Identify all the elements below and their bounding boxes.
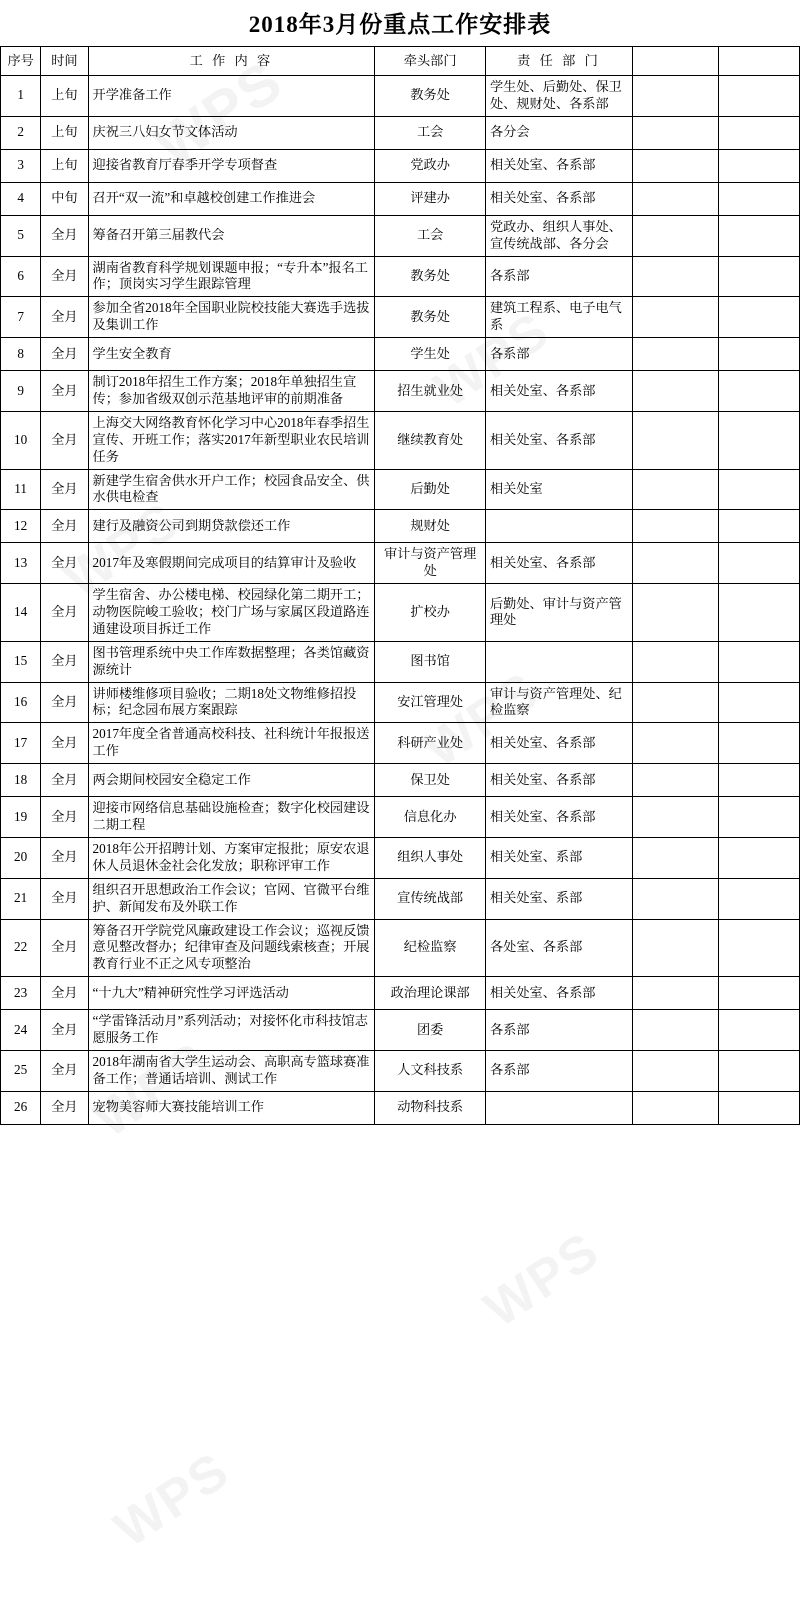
cell-extra-1 [632,116,719,149]
cell-work-content: 学生安全教育 [88,338,375,371]
table-header [1,47,800,76]
cell-time: 全月 [41,977,88,1010]
col-header-responsible: 责 任 部 门 [486,47,633,76]
cell-lead-department: 人文科技系 [375,1050,486,1091]
cell-extra-2 [719,1050,800,1091]
table-row [1,797,800,838]
cell-lead-department: 教务处 [375,256,486,297]
cell-work-content: 庆祝三八妇女节文体活动 [88,116,375,149]
cell-work-content: 迎接省教育厅春季开学专项督查 [88,149,375,182]
cell-responsible-department [486,1091,633,1124]
cell-seq: 9 [1,371,41,412]
cell-lead-department: 评建办 [375,182,486,215]
table-row [1,510,800,543]
cell-time: 全月 [41,256,88,297]
cell-seq: 5 [1,215,41,256]
table-row [1,215,800,256]
cell-extra-1 [632,411,719,469]
cell-responsible-department: 相关处室、系部 [486,837,633,878]
table-header-row [1,47,800,76]
cell-extra-1 [632,837,719,878]
cell-work-content: 开学准备工作 [88,76,375,117]
cell-seq: 20 [1,837,41,878]
cell-extra-1 [632,1010,719,1051]
cell-extra-2 [719,411,800,469]
cell-time: 全月 [41,764,88,797]
cell-extra-2 [719,682,800,723]
cell-extra-2 [719,510,800,543]
cell-extra-2 [719,543,800,584]
cell-time: 上旬 [41,76,88,117]
cell-lead-department: 安江管理处 [375,682,486,723]
cell-time: 全月 [41,297,88,338]
cell-responsible-department: 相关处室、系部 [486,878,633,919]
cell-seq: 6 [1,256,41,297]
cell-work-content: 宠物美容师大赛技能培训工作 [88,1091,375,1124]
cell-extra-2 [719,338,800,371]
cell-seq: 8 [1,338,41,371]
cell-work-content: 筹备召开学院党风廉政建设工作会议；巡视反馈意见整改督办；纪律审查及问题线索核查；开展教育行业不正之风专项整治 [88,919,375,977]
cell-seq: 3 [1,149,41,182]
cell-extra-1 [632,338,719,371]
col-header-lead: 牵头部门 [375,47,486,76]
cell-extra-2 [719,76,800,117]
cell-extra-1 [632,919,719,977]
table-row [1,256,800,297]
cell-extra-2 [719,371,800,412]
cell-seq: 26 [1,1091,41,1124]
cell-work-content: 筹备召开第三届教代会 [88,215,375,256]
cell-seq: 19 [1,797,41,838]
cell-time: 全月 [41,338,88,371]
cell-responsible-department: 相关处室、各系部 [486,149,633,182]
cell-lead-department: 学生处 [375,338,486,371]
cell-seq: 4 [1,182,41,215]
cell-seq: 21 [1,878,41,919]
cell-responsible-department: 各系部 [486,1010,633,1051]
cell-work-content: 参加全省2018年全国职业院校技能大赛选手选拔及集训工作 [88,297,375,338]
cell-lead-department: 教务处 [375,76,486,117]
cell-seq: 12 [1,510,41,543]
cell-extra-1 [632,76,719,117]
watermark-text [104,1440,241,1559]
cell-responsible-department: 审计与资产管理处、纪检监察 [486,682,633,723]
cell-lead-department: 招生就业处 [375,371,486,412]
table-row [1,116,800,149]
cell-time: 全月 [41,641,88,682]
cell-responsible-department: 各系部 [486,256,633,297]
cell-extra-2 [719,215,800,256]
cell-work-content: 建行及融资公司到期贷款偿还工作 [88,510,375,543]
cell-seq: 2 [1,116,41,149]
cell-work-content: 2018年湖南省大学生运动会、高职高专篮球赛准备工作；普通话培训、测试工作 [88,1050,375,1091]
cell-extra-2 [719,256,800,297]
cell-seq: 16 [1,682,41,723]
table-row [1,411,800,469]
table-row [1,76,800,117]
cell-seq: 11 [1,469,41,510]
cell-time: 全月 [41,411,88,469]
cell-responsible-department: 相关处室、各系部 [486,371,633,412]
cell-time: 全月 [41,584,88,642]
cell-responsible-department: 各系部 [486,1050,633,1091]
cell-extra-1 [632,764,719,797]
cell-responsible-department: 后勤处、审计与资产管理处 [486,584,633,642]
cell-extra-2 [719,723,800,764]
table-row [1,371,800,412]
table-row [1,641,800,682]
cell-extra-2 [719,469,800,510]
table-row [1,1091,800,1124]
cell-work-content: 制订2018年招生工作方案；2018年单独招生宣传；参加省级双创示范基地评审的前期准备 [88,371,375,412]
cell-extra-1 [632,371,719,412]
cell-lead-department: 纪检监察 [375,919,486,977]
cell-responsible-department [486,641,633,682]
cell-extra-1 [632,469,719,510]
cell-time: 全月 [41,215,88,256]
cell-responsible-department: 各分会 [486,116,633,149]
cell-seq: 7 [1,297,41,338]
col-header-extra-1 [632,47,719,76]
cell-extra-1 [632,977,719,1010]
cell-seq: 25 [1,1050,41,1091]
cell-lead-department: 工会 [375,215,486,256]
cell-responsible-department: 相关处室、各系部 [486,977,633,1010]
cell-work-content: “十九大”精神研究性学习评选活动 [88,977,375,1010]
table-row [1,543,800,584]
cell-seq: 22 [1,919,41,977]
cell-time: 全月 [41,1010,88,1051]
table-row [1,837,800,878]
cell-lead-department: 宣传统战部 [375,878,486,919]
table-row [1,764,800,797]
cell-work-content: 2017年度全省普通高校科技、社科统计年报报送工作 [88,723,375,764]
cell-work-content: 湖南省教育科学规划课题申报；“专升本”报名工作；顶岗实习学生跟踪管理 [88,256,375,297]
cell-extra-1 [632,149,719,182]
table-row [1,338,800,371]
cell-seq: 15 [1,641,41,682]
cell-extra-2 [719,297,800,338]
cell-responsible-department: 相关处室、各系部 [486,797,633,838]
cell-extra-2 [719,149,800,182]
cell-extra-1 [632,682,719,723]
cell-work-content: 2018年公开招聘计划、方案审定报批；原安农退休人员退休金社会化发放；职称评审工作 [88,837,375,878]
cell-extra-2 [719,764,800,797]
cell-extra-1 [632,641,719,682]
cell-lead-department: 团委 [375,1010,486,1051]
cell-lead-department: 继续教育处 [375,411,486,469]
cell-work-content: 上海交大网络教育怀化学习中心2018年春季招生宣传、开班工作；落实2017年新型职业农民培训任务 [88,411,375,469]
cell-seq: 18 [1,764,41,797]
cell-time: 全月 [41,510,88,543]
table-row [1,1050,800,1091]
cell-seq: 23 [1,977,41,1010]
cell-extra-1 [632,723,719,764]
cell-time: 全月 [41,1050,88,1091]
cell-seq: 1 [1,76,41,117]
cell-lead-department: 后勤处 [375,469,486,510]
cell-lead-department: 党政办 [375,149,486,182]
cell-work-content: 迎接市网络信息基础设施检查；数字化校园建设二期工程 [88,797,375,838]
cell-lead-department: 保卫处 [375,764,486,797]
cell-extra-2 [719,641,800,682]
cell-extra-2 [719,1091,800,1124]
cell-extra-2 [719,977,800,1010]
table-row [1,469,800,510]
table-row [1,919,800,977]
cell-work-content: 组织召开思想政治工作会议；官网、官微平台维护、新闻发布及外联工作 [88,878,375,919]
cell-time: 全月 [41,682,88,723]
cell-responsible-department: 各系部 [486,338,633,371]
cell-lead-department: 科研产业处 [375,723,486,764]
cell-lead-department: 教务处 [375,297,486,338]
cell-work-content: 讲师楼维修项目验收；二期18处文物维修招投标；纪念园布展方案跟踪 [88,682,375,723]
cell-extra-2 [719,878,800,919]
work-schedule-table [0,46,800,1125]
cell-lead-department: 扩校办 [375,584,486,642]
cell-time: 全月 [41,723,88,764]
col-header-seq: 序号 [1,47,41,76]
cell-time: 全月 [41,878,88,919]
cell-work-content: “学雷锋活动月”系列活动；对接怀化市科技馆志愿服务工作 [88,1010,375,1051]
cell-extra-1 [632,878,719,919]
cell-extra-2 [719,837,800,878]
cell-responsible-department: 相关处室、各系部 [486,764,633,797]
cell-responsible-department: 相关处室、各系部 [486,182,633,215]
cell-time: 中旬 [41,182,88,215]
cell-extra-1 [632,510,719,543]
table-row [1,977,800,1010]
cell-lead-department: 政治理论课部 [375,977,486,1010]
cell-time: 全月 [41,837,88,878]
cell-responsible-department: 学生处、后勤处、保卫处、规财处、各系部 [486,76,633,117]
cell-work-content: 新建学生宿舍供水开户工作；校园食品安全、供水供电检查 [88,469,375,510]
table-row [1,297,800,338]
cell-time: 全月 [41,469,88,510]
table-body [1,76,800,1125]
cell-time: 全月 [41,1091,88,1124]
cell-seq: 17 [1,723,41,764]
cell-responsible-department: 相关处室 [486,469,633,510]
cell-lead-department: 信息化办 [375,797,486,838]
cell-time: 全月 [41,543,88,584]
cell-responsible-department: 相关处室、各系部 [486,723,633,764]
cell-extra-1 [632,1091,719,1124]
cell-responsible-department: 相关处室、各系部 [486,543,633,584]
cell-extra-2 [719,797,800,838]
cell-extra-1 [632,297,719,338]
cell-extra-1 [632,215,719,256]
cell-extra-2 [719,919,800,977]
cell-lead-department: 审计与资产管理处 [375,543,486,584]
table-row [1,1010,800,1051]
cell-work-content: 两会期间校园安全稳定工作 [88,764,375,797]
table-row [1,584,800,642]
cell-seq: 14 [1,584,41,642]
cell-work-content: 学生宿舍、办公楼电梯、校园绿化第二期开工；动物医院峻工验收；校门广场与家属区段道路连通建设项目拆迁工作 [88,584,375,642]
cell-responsible-department: 建筑工程系、电子电气系 [486,297,633,338]
cell-time: 上旬 [41,116,88,149]
col-header-time: 时间 [41,47,88,76]
cell-time: 上旬 [41,149,88,182]
table-row [1,149,800,182]
cell-time: 全月 [41,797,88,838]
cell-extra-1 [632,256,719,297]
cell-responsible-department: 各处室、各系部 [486,919,633,977]
table-row [1,182,800,215]
cell-lead-department: 组织人事处 [375,837,486,878]
watermark-text [474,1220,611,1339]
cell-lead-department: 动物科技系 [375,1091,486,1124]
cell-extra-2 [719,1010,800,1051]
cell-extra-2 [719,182,800,215]
page-title: 2018年3月份重点工作安排表 [248,12,552,37]
cell-extra-1 [632,584,719,642]
cell-extra-1 [632,543,719,584]
cell-work-content: 2017年及寒假期间完成项目的结算审计及验收 [88,543,375,584]
cell-lead-department: 图书馆 [375,641,486,682]
cell-extra-1 [632,182,719,215]
cell-extra-1 [632,797,719,838]
table-row [1,723,800,764]
table-row [1,682,800,723]
cell-seq: 10 [1,411,41,469]
cell-seq: 24 [1,1010,41,1051]
cell-time: 全月 [41,919,88,977]
cell-seq: 13 [1,543,41,584]
cell-work-content: 图书管理系统中央工作库数据整理；各类馆藏资源统计 [88,641,375,682]
cell-responsible-department: 相关处室、各系部 [486,411,633,469]
cell-lead-department: 工会 [375,116,486,149]
cell-work-content: 召开“双一流”和卓越校创建工作推进会 [88,182,375,215]
table-row [1,878,800,919]
col-header-extra-2 [719,47,800,76]
col-header-work: 工 作 内 容 [88,47,375,76]
cell-time: 全月 [41,371,88,412]
cell-extra-2 [719,584,800,642]
cell-responsible-department: 党政办、组织人事处、宣传统战部、各分会 [486,215,633,256]
cell-responsible-department [486,510,633,543]
cell-extra-2 [719,116,800,149]
cell-extra-1 [632,1050,719,1091]
cell-lead-department: 规财处 [375,510,486,543]
